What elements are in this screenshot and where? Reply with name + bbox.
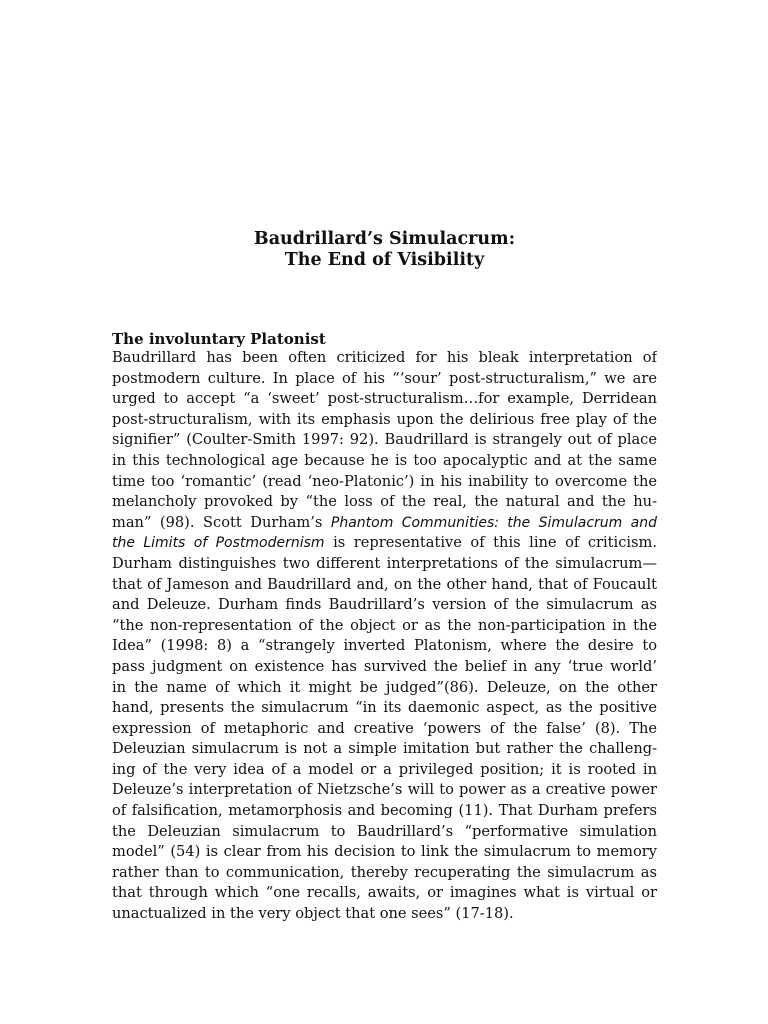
body-line [112,780,657,801]
document-page [112,0,657,1024]
body-text-run: post-structuralism, with its emphasis upon the delirious free play of the [112,410,657,428]
body-line [112,595,657,616]
body-text-run: the Deleuzian simulacrum to Baudrillard’s “performative simulation [112,822,657,840]
body-line [112,389,657,410]
body-text-run: expression of metaphoric and creative ‘powers of the false’ (8). The [112,719,657,737]
body-line [112,369,657,390]
section-heading: The involuntary Platonist [112,330,326,348]
body-line [112,616,657,637]
body-text-run: that through which “one recalls, awaits, or imagines what is virtual or [112,884,657,902]
body-text-run: unactualized in the very object that one sees” (17-18). [112,905,514,923]
body-line [112,472,657,493]
body-text-run: melancholy provoked by “the loss of the real, the natural and the hu- [112,493,657,511]
body-text-run: urged to accept “a ‘sweet’ post-structuralism…for example, Derridean [112,390,657,408]
body-line [112,801,657,822]
body-line [112,657,657,678]
body-line [112,863,657,884]
chapter-title [112,229,657,271]
body-line [112,554,657,575]
body-text-run: hand, presents the simulacrum “in its daemonic aspect, as the positive [112,699,657,717]
body-text-run: model” (54) is clear from his decision to link the simulacrum to memory [112,843,657,861]
body-text-run: rather than to communication, thereby recuperating the simulacrum as [112,863,657,881]
body-text-run: time too ‘romantic’ (read ‘neo-Platonic’) in his inability to overcome the [112,472,657,490]
body-text-run: and Deleuze. Durham finds Baudrillard’s version of the simulacrum as [112,596,657,614]
book-title-italic: the Limits of Postmodernism [112,535,325,552]
body-line [112,842,657,863]
body-text-run: “the non-representation of the object or as the non-participation in the [112,616,657,634]
body-text-run: postmodern culture. In place of his “‘sour’ post-structuralism,” we are [112,369,657,387]
body-line [112,719,657,740]
body-line [112,822,657,843]
body-line [112,348,657,369]
body-text-run: man” (98). Scott Durham’s [112,513,331,531]
body-line [112,698,657,719]
body-line [112,492,657,513]
body-text-run: Deleuze’s interpretation of Nietzsche’s will to power as a creative power [112,781,657,799]
body-text-run: that of Jameson and Baudrillard and, on the other hand, that of Foucault [112,575,657,593]
body-paragraph [112,348,657,925]
body-line [112,678,657,699]
body-text-run: signifier” (Coulter-Smith 1997: 92). Baudrillard is strangely out of place [112,431,657,449]
body-line [112,513,657,534]
body-text-run: Durham distinguishes two different interpretations of the simulacrum— [112,554,657,572]
body-line [112,636,657,657]
body-line [112,883,657,904]
body-line [112,410,657,431]
body-line [112,451,657,472]
body-text-run: ing of the very idea of a model or a privileged position; it is rooted in [112,760,657,778]
body-text-run: in the name of which it might be judged”(86). Deleuze, on the other [112,678,657,696]
body-text-run: of falsification, metamorphosis and becoming (11). That Durham prefers [112,802,657,820]
book-title-italic: Phantom Communities: the Simulacrum and [330,514,657,531]
body-text-run: in this technological age because he is too apocalyptic and at the same [112,451,657,469]
chapter-title-line-2: The End of Visibility [284,250,485,270]
chapter-title-line-1: Baudrillard’s Simulacrum: [253,229,516,249]
body-line [112,904,657,925]
body-line [112,430,657,451]
body-text-run: is representative of this line of criticism. [324,534,657,552]
body-text-run: pass judgment on existence has survived the belief in any ‘true world’ [112,657,657,675]
body-text-run: Deleuzian simulacrum is not a simple imitation but rather the challeng- [112,740,657,758]
body-line [112,739,657,760]
body-line [112,533,657,554]
body-text-run: Idea” (1998: 8) a “strangely inverted Platonism, where the desire to [112,637,657,655]
body-line [112,575,657,596]
body-line [112,760,657,781]
body-text-run: Baudrillard has been often criticized for his bleak interpretation of [112,349,657,366]
